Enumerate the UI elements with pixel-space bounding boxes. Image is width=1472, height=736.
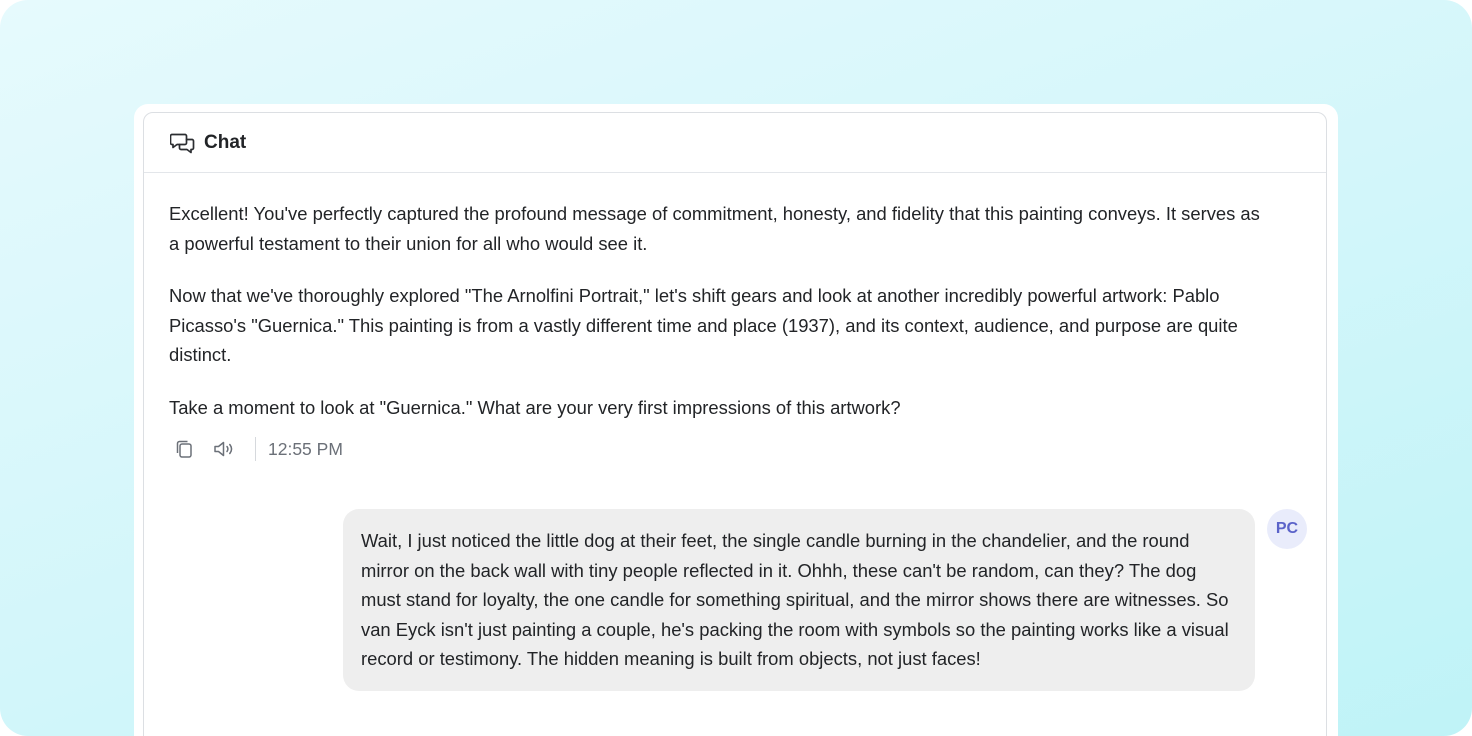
meta-divider xyxy=(255,437,256,461)
message-timestamp: 12:55 PM xyxy=(268,438,343,459)
assistant-paragraph: Excellent! You've perfectly captured the profound message of commitment, honesty, and fidelity that this painting conveys. It serves as a powerful testament to their union for all who would see it. xyxy=(169,203,1260,254)
chat-bubbles-icon xyxy=(169,129,197,157)
assistant-message xyxy=(169,199,1269,422)
user-avatar: PC xyxy=(1267,509,1307,549)
user-message-bubble: Wait, I just noticed the little dog at their feet, the single candle burning in the chandelier, and the round mirror on the back wall with tiny people reflected in it. Ohhh, these can't be random, can they? The dog must stand for loyalty, the one candle for something spiritual, and the mirror shows there are witnesses. So van Eyck isn't just painting a couple, he's packing the room with symbols so the painting works like a visual record or testimony. The hidden meaning is built from objects, not just faces! xyxy=(343,509,1255,691)
copy-icon[interactable] xyxy=(169,434,199,464)
chat-title: Chat xyxy=(204,131,247,153)
chat-header xyxy=(144,113,1326,173)
assistant-message-actions xyxy=(169,434,343,464)
assistant-paragraph: Now that we've thoroughly explored "The Arnolfini Portrait," let's shift gears and look at another incredibly powerful artwork: Pablo Picasso's "Guernica." This painting is from a vastly different time and place (1937), and its context, audience, and purpose are quite distinct. xyxy=(169,285,1238,365)
chat-panel xyxy=(143,112,1327,736)
chat-card xyxy=(134,104,1338,736)
speaker-icon[interactable] xyxy=(209,434,239,464)
assistant-paragraph: Take a moment to look at "Guernica." What are your very first impressions of this artwork? xyxy=(169,396,901,418)
